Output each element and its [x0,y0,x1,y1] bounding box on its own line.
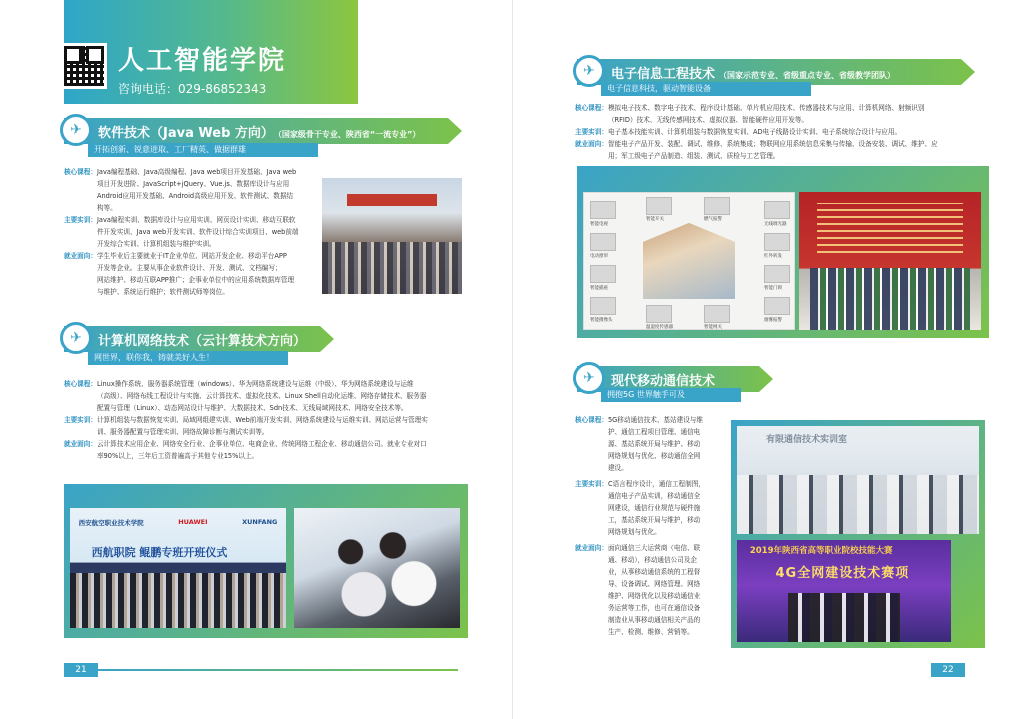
network-section-header [64,326,334,352]
xunfang-logo: XUNFANG [242,518,278,527]
software-employ-label: 就业面向： [64,252,97,260]
text-line: 智能电子产品开发、装配、调试、维修、系统集成；物联网应用系统信息采集与传输、设备安装、调试、维护、应 [607,140,938,148]
plane-icon: ✈ [60,322,92,354]
text-line: 网络规划与优化。 [607,528,661,536]
text-line: 导、设备调试、网络管理、网络 [607,580,701,588]
text-line: 学生毕业后主要就业于IT企业单位、网站开发企业、移动平台APP [96,252,287,260]
electronic-title: 电子信息工程技术 [611,67,716,82]
text-line: 通、移动），移动通信公司及企 [607,556,697,564]
text-line: 网站维护、移动互联APP推广；企事业单位中的应用系统数据库管理 [96,276,295,284]
huawei-logo: HUAWEI [178,518,208,527]
text-line: 率90%以上，三年后工资普遍高于其他专业15%以上。 [96,452,259,460]
software-practice-label: 主要实训： [64,216,97,224]
text-line: Java编程基础、Java高级编程、Java web项目开发基础、Java web [96,168,297,176]
text-line: 用；军工级电子产品制造、组装、测试、质检与工艺管理。 [607,152,780,160]
text-line: 模拟电子技术、数字电子技术、程序设计基础、单片机应用技术、传感器技术与应用、计算机网络、射频识别 [607,104,925,112]
meeting-photo [322,178,462,294]
classroom-photo [294,508,460,628]
ceremony-title: 西航职院 鲲鹏专班开班仪式 [91,546,228,559]
text-line: 制造业从事移动通信相关产品的 [607,616,701,624]
text-line: 网络规划与优化、移动通信全网 [607,452,701,460]
text-line: 与维护、系统运行维护；软件测试师等岗位。 [96,288,229,296]
college-title: 人工智能学院 [118,46,287,76]
text-line: 通信电子产品实训，移动通信全 [607,492,701,500]
text-line: 护、通信工程项目管理、通信电 [607,428,701,436]
award-photo [799,192,981,330]
text-line: Linux操作系统、服务器系统管理（windows）、华为网络系统建设与运维（中级）、华为网络系统建设与运维 [96,380,414,388]
iot-label: 温湿度传感器 [646,325,673,330]
text-line: 云计算技术应用企业、网络安全行业、企事业单位、电商企业、传统网络工程企业、移动通信公司。就业专业对口 [96,440,427,448]
text-line: 电子基本技能实训、计算机组装与数据恢复实训、AD电子线路设计实训、电子系统综合设计与应用。 [607,128,902,136]
network-employ-label: 就业面向： [64,440,97,448]
contest-title: 2019年陕西省高等职业院校技能大赛 [749,546,893,557]
iot-label: 智能开关 [646,217,664,222]
iot-label: 红外转发 [764,254,782,259]
lab-photo [737,426,979,534]
mobile-practice-label: 主要实训： [575,480,608,488]
iot-label: 烟雾报警 [764,318,782,323]
page-number: 22 [931,663,965,677]
software-title: 软件技术（Java Web 方向） [98,126,274,141]
text-line: 5G移动通信技术、基站建设与维 [607,416,703,424]
electronic-employ-label: 就业面向： [575,140,608,148]
footer-line [98,669,458,671]
electronic-tagline: 电子信息科技，驱动智能设备 [601,82,811,96]
mobile-tagline: 拥抱5G 世界触手可及 [601,388,741,402]
lab-sign: 有限通信技术实训室 [766,435,848,446]
electronic-practice-label: 主要实训： [575,128,608,136]
text-line: 务运营等工作，也可在通信设备 [607,604,701,612]
plane-icon: ✈ [573,55,605,87]
qr-code-icon [61,43,107,89]
text-line: 构等。 [96,204,117,212]
ceremony-photo [70,508,286,628]
text-line: 工，基站系统开局与维护，移动 [607,516,701,524]
network-tagline: 网世界，联你我，铸就美好人生！ [88,351,288,365]
iot-label: 智能门锁 [764,286,782,291]
iot-label: 智能网关 [704,325,722,330]
software-text [64,166,322,298]
college-phone: 咨询电话：029-86852343 [118,82,267,96]
iot-label: 燃气报警 [704,217,722,222]
text-line: 源、基站系统开局与维护、移动 [607,440,701,448]
text-line: 件开发实训、Java web开发实训、软件设计综合实训项目、web前端 [96,228,299,236]
school-logo: 西安航空职业技术学院 [78,518,144,527]
electronic-core-label: 核心课程： [575,104,608,112]
network-title: 计算机网络技术（云计算技术方向） [98,334,307,349]
text-line: 面向通信三大运营商（电信、联 [607,544,701,552]
iot-label: 智能电视 [590,222,608,227]
network-core-label: 核心课程： [64,380,97,388]
electronic-subtitle: （国家示范专业、省级重点专业、省级教学团队） [719,71,896,80]
software-tagline: 开拓创新、锐意进取、工厂精英、做据群雄 [88,143,318,157]
text-line: 计算机组装与数据恢复实训、局域网组建实训、Web前端开发实训、网络系统建设与运维实训、网站运营与管理实 [96,416,428,424]
electronic-section-header [577,59,975,85]
mobile-text [575,414,737,638]
iot-diagram [583,192,795,330]
text-line: （RFID）技术、无线传感网技术、虚拟仪器、智能硬件应用开发等。 [607,116,808,124]
text-line: 开发综合实训、计算机组装与维护实训。 [96,240,216,248]
text-line: Android应用开发基础、Android高级应用开发、软件测试、数据结 [96,192,294,200]
iot-label: 无线调光器 [764,222,787,227]
text-line: 建设。 [607,464,628,472]
page-number: 21 [64,663,98,677]
plane-icon: ✈ [573,362,605,394]
text-line: 配置与管理（Linux）、动态网站设计与维护、大数据技术、Sdn技术、无线局域网技术、网络安全技术等。 [96,404,408,412]
text-line: Java编程实训、数据库设计与应用实训、网页设计实训、移动互联软 [96,216,296,224]
text-line: 生产、检测、维修、营销等。 [607,628,694,636]
text-line: 业，从事移动通信系统的工程督 [607,568,701,576]
network-text [64,378,468,462]
text-line: 项目开发进阶、JavaScript+jQuery、Vue.js、数据库设计与应用 [96,180,290,188]
iot-label: 智能摄像头 [590,318,613,323]
text-line: 网建设，通信行业规范与硬件施 [607,504,701,512]
text-line: 维护、网络优化以及移动通信业 [607,592,701,600]
contest-event: 4G全网建设技术赛项 [775,566,910,582]
mobile-employ-label: 就业面向： [575,544,608,552]
software-section-header [64,118,462,144]
text-line: 开发等企业。主要从事企业软件设计、开发、测试、文档编写； [96,264,282,272]
text-line: 训、服务器配置与管理实训、网络故障诊断与测试实训等。 [96,428,269,436]
text-line: C语言程序设计，通信工程制图， [607,480,705,488]
mobile-title: 现代移动通信技术 [611,374,716,389]
plane-icon: ✈ [60,114,92,146]
software-core-label: 核心课程： [64,168,97,176]
software-subtitle: （国家级骨干专业、陕西省“一流专业”） [277,130,421,139]
mobile-core-label: 核心课程： [575,416,608,424]
electronic-text [575,102,989,162]
iot-label: 电动窗帘 [590,254,608,259]
contest-photo [737,540,951,642]
iot-label: 智能插座 [590,286,608,291]
right-page [512,0,1024,719]
network-practice-label: 主要实训： [64,416,97,424]
text-line: （高级）、网络布线工程设计与实施、云计算技术、虚拟化技术、Linux Shell自动化运维、网络存储技术、服务器 [96,392,427,400]
